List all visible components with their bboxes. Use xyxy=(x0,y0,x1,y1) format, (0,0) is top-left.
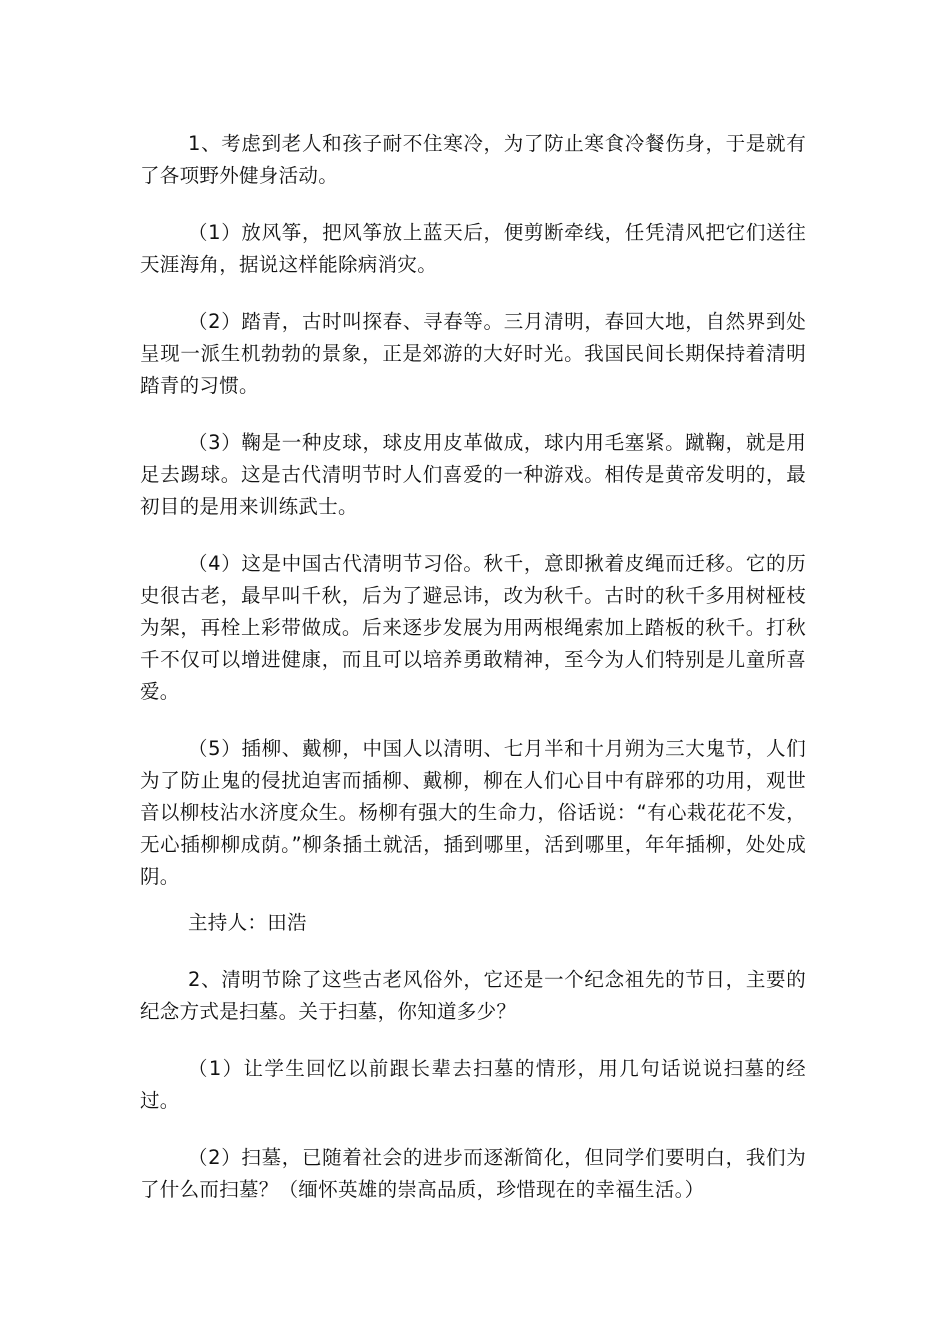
paragraph-why-sweep: （2）扫墓，已随着社会的进步而逐渐简化，但同学们要明白，我们为了什么而扫墓？（缅怀英雄的崇高品质，珍惜现在的幸福生活。） xyxy=(140,1146,806,1201)
paragraph-tomb-sweeping-intro: 2、清明节除了这些古老风俗外，它还是一个纪念祖先的节日，主要的纪念方式是扫墓。关于扫墓，你知道多少？ xyxy=(140,968,806,1023)
paragraph-spring-outing: （2）踏青，古时叫探春、寻春等。三月清明，春回大地，自然界到处呈现一派生机勃勃的景象，正是郊游的大好时光。我国民间长期保持着清明踏青的习惯。 xyxy=(140,310,806,397)
paragraph-cuju: （3）鞠是一种皮球，球皮用皮革做成，球内用毛塞紧。蹴鞠，就是用足去踢球。这是古代清明节时人们喜爱的一种游戏。相传是黄帝发明的，最初目的是用来训练武士。 xyxy=(140,431,806,518)
paragraph-willow: （5）插柳、戴柳，中国人以清明、七月半和十月朔为三大鬼节，人们为了防止鬼的侵扰迫害而插柳、戴柳，柳在人们心目中有辟邪的功用，观世音以柳枝沾水济度众生。杨柳有强大的生命力，俗话说：“有心栽花花不发，无心插柳柳成荫。”柳条插土就活，插到哪里，活到哪里，年年插柳，处处成阴。 xyxy=(140,737,806,888)
paragraph-intro-activities: 1、考虑到老人和孩子耐不住寒冷，为了防止寒食冷餐伤身，于是就有了各项野外健身活动。 xyxy=(140,132,806,187)
paragraph-recall-experience: （1）让学生回忆以前跟长辈去扫墓的情形，用几句话说说扫墓的经过。 xyxy=(140,1057,806,1112)
paragraph-host: 主持人：田浩 xyxy=(188,911,307,934)
paragraph-swing: （4）这是中国古代清明节习俗。秋千，意即揪着皮绳而迁移。它的历史很古老，最早叫千秋，后为了避忌讳，改为秋千。古时的秋千多用树桠枝为架，再栓上彩带做成。后来逐步发展为用两根绳索加上踏板的秋千。打秋千不仅可以增进健康，而且可以培养勇敢精神，至今为人们特别是儿童所喜爱。 xyxy=(140,552,806,703)
document-body xyxy=(140,128,806,1206)
paragraph-kite-flying: （1）放风筝，把风筝放上蓝天后，便剪断牵线，任凭清风把它们送往天涯海角，据说这样能除病消灾。 xyxy=(140,221,806,276)
